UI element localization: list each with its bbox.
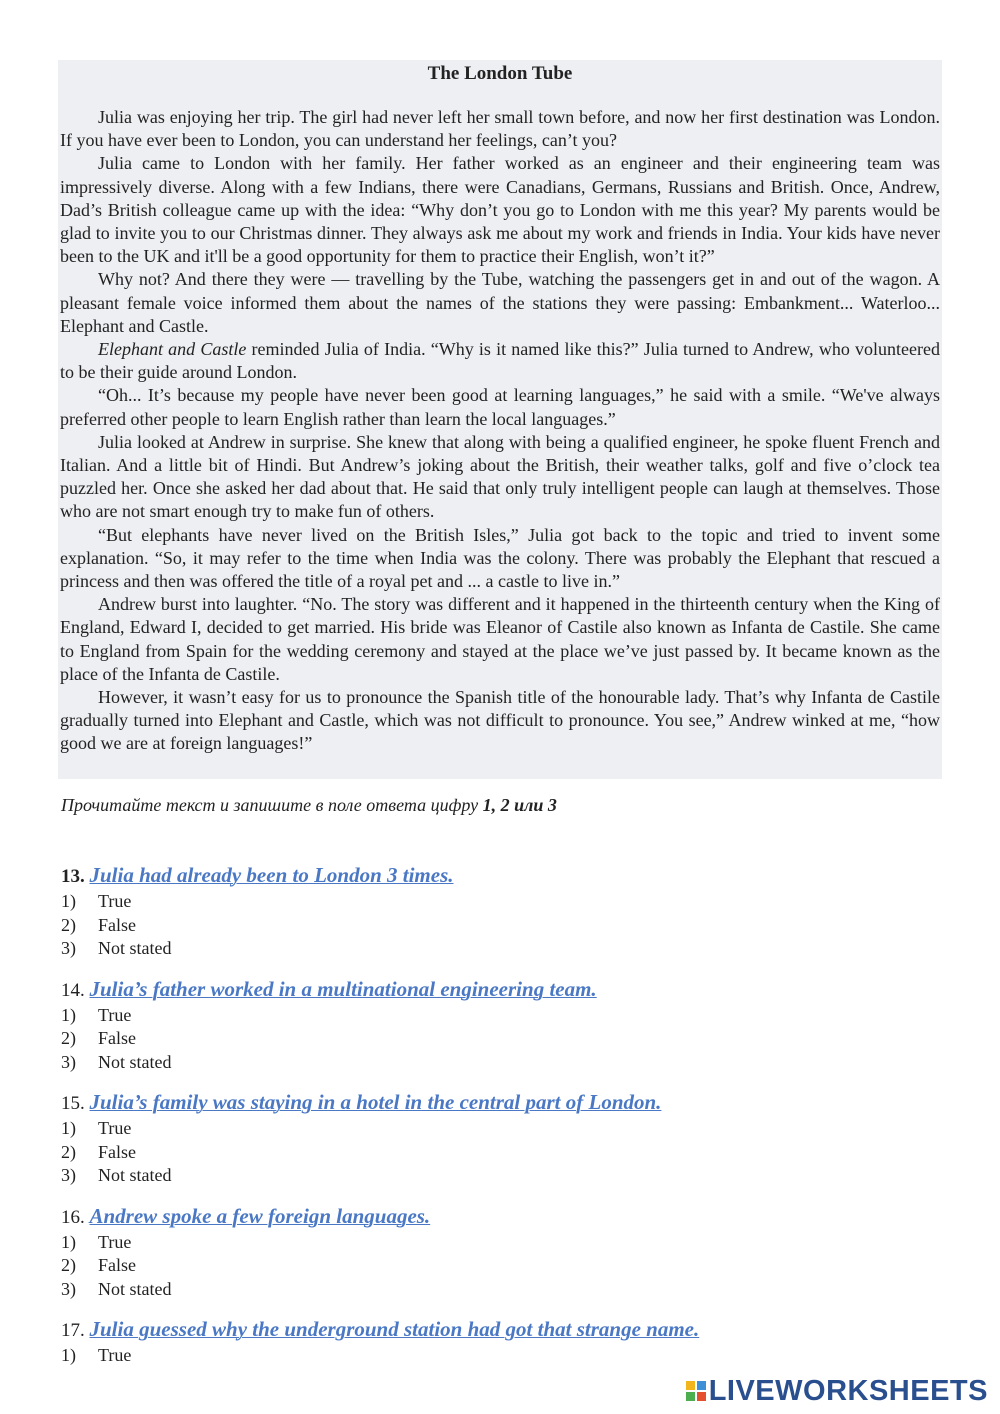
question-link[interactable]: Andrew spoke a few foreign languages. bbox=[89, 1203, 431, 1228]
option-label: Not stated bbox=[98, 938, 172, 958]
option-label: False bbox=[98, 914, 136, 935]
paragraph bbox=[60, 106, 940, 152]
option-label: Not stated bbox=[98, 1278, 172, 1299]
question-heading bbox=[61, 1316, 941, 1344]
option-number: 1) bbox=[61, 891, 76, 911]
question-15 bbox=[61, 1089, 941, 1188]
logo-icon bbox=[686, 1381, 706, 1401]
option-number: 3) bbox=[61, 1165, 76, 1185]
question-number: 15. bbox=[61, 1093, 85, 1114]
question-link[interactable]: Julia guessed why the underground station had got that strange name. bbox=[89, 1317, 700, 1341]
question-number: 16. bbox=[61, 1206, 85, 1228]
option-number: 3) bbox=[61, 1278, 76, 1299]
instruction-bold: 1, 2 или 3 bbox=[482, 795, 557, 815]
option-number: 3) bbox=[61, 938, 76, 958]
paragraph-text: Julia looked at Andrew in surprise. She knew that along with being a qualified engineer, he spoke fluent French and Italian. And a little bit of Hindi. But Andrew’s joking about the British, their weather talks, golf and five o’clock tea puzzled her. Once she asked her dad about that. He said that only truly intelligent people can laugh at themselves. Those who are not smart enough try to make fun of others. bbox=[60, 431, 940, 522]
paragraph-text: Why not? And there they were — travelling by the Tube, watching the passengers get in and out of the wagon. A pleasant female voice informed them about the names of the stations they were passing: Embankment... Waterloo... Elephant and Castle. bbox=[60, 269, 940, 336]
answer-option bbox=[61, 937, 941, 961]
answer-option bbox=[61, 1027, 941, 1051]
logo-square bbox=[697, 1381, 706, 1390]
question-heading bbox=[61, 862, 941, 890]
text-title: The London Tube bbox=[427, 63, 573, 84]
option-label: False bbox=[98, 1255, 136, 1275]
option-number: 1) bbox=[61, 1004, 76, 1025]
question-link[interactable]: Julia had already been to London 3 times. bbox=[89, 863, 454, 887]
answer-option bbox=[61, 1344, 941, 1368]
paragraph-text: reminded Julia of India. “Why is it named like this?” Julia turned to Andrew, who volunteered to be their guide around London. bbox=[60, 339, 941, 383]
question-link[interactable]: Julia’s family was staying in a hotel in the central part of London. bbox=[89, 1090, 662, 1114]
liveworksheets-logo[interactable] bbox=[686, 1376, 988, 1406]
paragraph-text: Andrew burst into laughter. “No. The story was different and it happened in the thirteenth century when the King of England, Edward I, decided to get married. His bride was Eleanor of Castile also known as Infanta de Castile. She came to England from Spain for the wedding ceremony and stayed at the place we’ve just passed by. It became known as the place of the Infanta de Castile. bbox=[60, 594, 940, 684]
question-number: 13. bbox=[61, 866, 85, 887]
answer-option bbox=[61, 1117, 941, 1141]
instruction bbox=[61, 794, 557, 817]
question-14 bbox=[61, 976, 941, 1075]
question-16 bbox=[61, 1203, 941, 1302]
paragraph-text: “But elephants have never lived on the British Isles,” Julia got back to the topic and tried to invent some explanation. “So, it may refer to the time when India was the colony. There was probably the Elephant that rescued a princess and then was offered the title of a royal pet and ... a castle to live in.” bbox=[60, 524, 940, 592]
option-number: 1) bbox=[61, 1118, 76, 1138]
paragraph-italic-lead: Elephant and Castle bbox=[98, 339, 247, 360]
instruction-text: Прочитайте текст и запишите в поле ответа цифру bbox=[61, 795, 483, 815]
paragraph-text: Julia was enjoying her trip. The girl had never left her small town before, and now her first destination was London. If you have ever been to London, you can understand her feelings, can’t you? bbox=[60, 107, 940, 151]
answer-option bbox=[61, 1164, 941, 1188]
paragraph-text: “Oh... It’s because my people have never been good at learning languages,” he said with a smile. “We've always preferred other people to learn English rather than learn the local languages.” bbox=[60, 385, 940, 429]
answer-option bbox=[61, 914, 941, 938]
answer-option bbox=[61, 1051, 941, 1075]
question-link[interactable]: Julia’s father worked in a multinational engineering team. bbox=[89, 976, 597, 1001]
paragraph bbox=[60, 268, 940, 338]
questions-list bbox=[61, 862, 941, 1383]
option-label: Not stated bbox=[98, 1051, 172, 1072]
option-number: 3) bbox=[61, 1051, 76, 1072]
question-heading bbox=[61, 976, 941, 1004]
option-number: 2) bbox=[61, 1255, 76, 1275]
paragraph bbox=[60, 524, 940, 594]
option-number: 2) bbox=[61, 1028, 76, 1048]
question-number: 14. bbox=[61, 979, 85, 1001]
paragraph bbox=[60, 152, 940, 268]
question-heading bbox=[61, 1089, 941, 1117]
paragraph bbox=[60, 593, 940, 686]
option-label: True bbox=[98, 891, 132, 911]
answer-option bbox=[61, 1141, 941, 1165]
option-number: 1) bbox=[61, 1345, 76, 1365]
question-number: 17. bbox=[61, 1320, 85, 1341]
answer-option bbox=[61, 1278, 941, 1302]
logo-text: LIVEWORKSHEETS bbox=[708, 1374, 988, 1407]
option-label: True bbox=[98, 1004, 132, 1025]
answer-option bbox=[61, 1231, 941, 1255]
option-number: 2) bbox=[61, 914, 76, 935]
paragraph bbox=[60, 431, 940, 524]
option-label: True bbox=[98, 1118, 132, 1138]
reading-text-box bbox=[58, 60, 942, 779]
option-number: 1) bbox=[61, 1231, 76, 1252]
option-number: 2) bbox=[61, 1141, 76, 1162]
paragraph bbox=[60, 686, 940, 756]
question-heading bbox=[61, 1203, 941, 1231]
paragraph-text: However, it wasn’t easy for us to pronounce the Spanish title of the honourable lady. That’s why Infanta de Castile gradually turned into Elephant and Castle, which was not difficult to pronounce. You see,” Andrew winked at me, “how good we are at foreign languages!” bbox=[60, 687, 940, 754]
question-17 bbox=[61, 1316, 941, 1368]
option-label: False bbox=[98, 1141, 136, 1162]
option-label: False bbox=[98, 1028, 136, 1048]
logo-square bbox=[686, 1381, 695, 1390]
answer-option bbox=[61, 1004, 941, 1028]
logo-square bbox=[686, 1392, 695, 1401]
option-label: True bbox=[98, 1231, 132, 1252]
logo-square bbox=[697, 1392, 706, 1401]
option-label: True bbox=[98, 1345, 132, 1365]
paragraph bbox=[60, 384, 940, 430]
question-13 bbox=[61, 862, 941, 961]
paragraph-text: Julia came to London with her family. Her father worked as an engineer and their engineering team was impressively diverse. Along with a few Indians, there were Canadians, Germans, Russians and British. Once, Andrew, Dad’s British colleague came up with the idea: “Why don’t you go to London with me this year? My parents would be glad to invite you to our Christmas dinner. They always ask me about my work and friends in India. Your kids have never been to the UK and it'll be a good opportunity for them to practice their English, won’t it?” bbox=[60, 153, 940, 267]
option-label: Not stated bbox=[98, 1165, 172, 1185]
reading-paragraphs bbox=[60, 106, 940, 756]
answer-option bbox=[61, 890, 941, 914]
answer-option bbox=[61, 1254, 941, 1278]
paragraph bbox=[60, 338, 940, 384]
